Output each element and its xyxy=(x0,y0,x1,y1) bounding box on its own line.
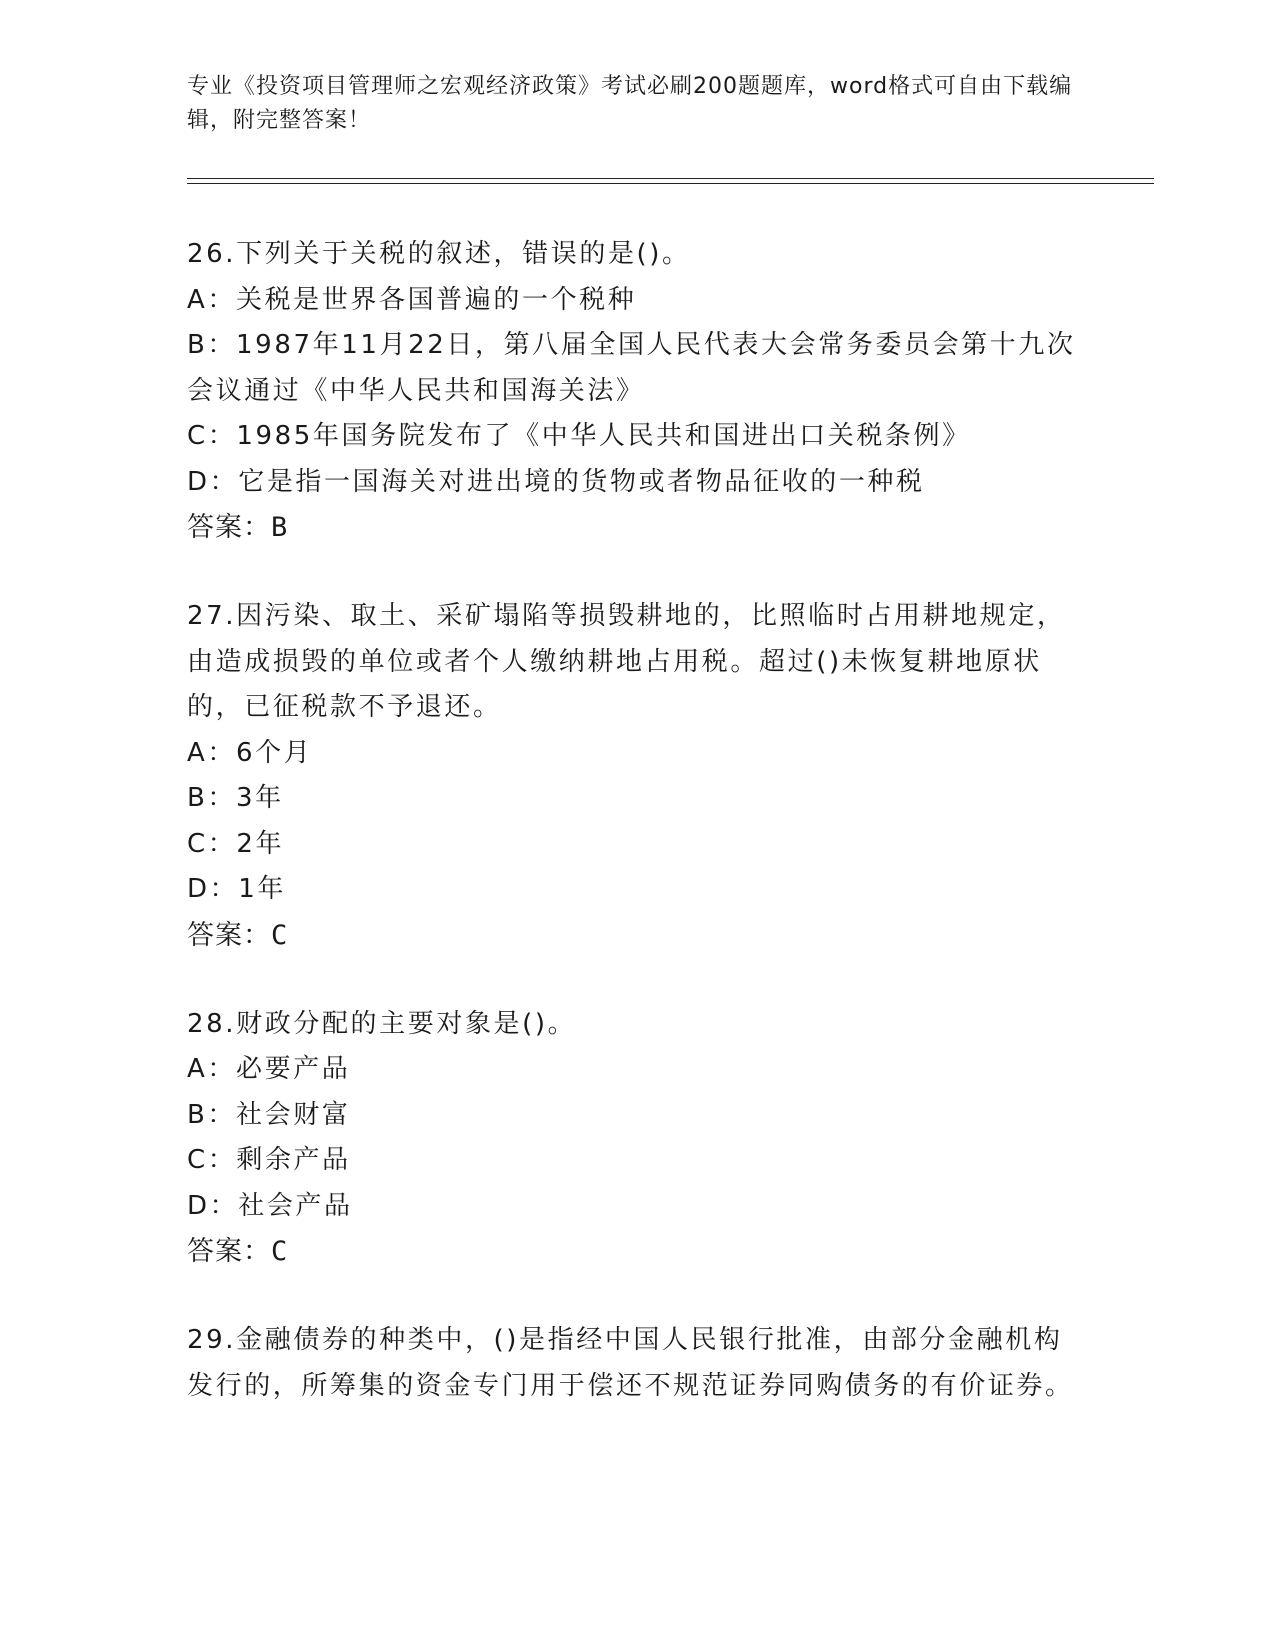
question-list xyxy=(187,232,1087,1452)
option-d: D：1年 xyxy=(187,874,286,904)
option-a: A：必要产品 xyxy=(187,1054,351,1084)
option-a: A：6个月 xyxy=(187,737,313,768)
option-c: C：2年 xyxy=(187,828,285,859)
option-b: B：1987年11月22日，第八届全国人民代表大会常务委员会第十九次会议通过《中华人民共和国海关法》 xyxy=(187,330,1076,406)
question-27 xyxy=(187,594,1087,959)
option-c: C：剩余产品 xyxy=(187,1145,351,1175)
option-c: C：1985年国务院发布了《中华人民共和国进出口关税条例》 xyxy=(187,421,971,451)
option-b: B：3年 xyxy=(187,783,284,813)
question-stem: 27.因污染、取土、采矿塌陷等损毁耕地的，比照临时占用耕地规定，由造成损毁的单位或者个人缴纳耕地占用税。超过()未恢复耕地原状的，已征税款不予退还。 xyxy=(187,601,1066,722)
answer-label: 答案：C xyxy=(187,1236,289,1267)
question-stem: 29.金融债券的种类中，()是指经中国人民银行批准，由部分金融机构发行的，所筹集的资金专门用于偿还不规范证券同购债务的有价证券。 xyxy=(187,1325,1074,1401)
header-divider-top xyxy=(187,178,1154,179)
question-26 xyxy=(187,232,1087,551)
header-title: 专业《投资项目管理师之宏观经济政策》考试必刷200题题库，word格式可自由下载编辑，附完整答案！ xyxy=(187,74,1073,133)
question-29 xyxy=(187,1318,1087,1409)
question-stem: 28.财政分配的主要对象是()。 xyxy=(187,1008,577,1039)
header-divider-bottom xyxy=(187,183,1154,184)
question-stem: 26.下列关于关税的叙述，错误的是()。 xyxy=(187,239,691,269)
answer-label: 答案：C xyxy=(187,919,289,951)
option-d: D：它是指一国海关对进出境的货物或者物品征收的一种税 xyxy=(187,466,925,497)
option-b: B：社会财富 xyxy=(187,1099,351,1130)
document-header xyxy=(187,70,1087,138)
option-a: A：关税是世界各国普遍的一个税种 xyxy=(187,284,637,315)
option-d: D：社会产品 xyxy=(187,1190,353,1221)
question-28 xyxy=(187,1002,1087,1276)
answer-label: 答案：B xyxy=(187,512,289,543)
